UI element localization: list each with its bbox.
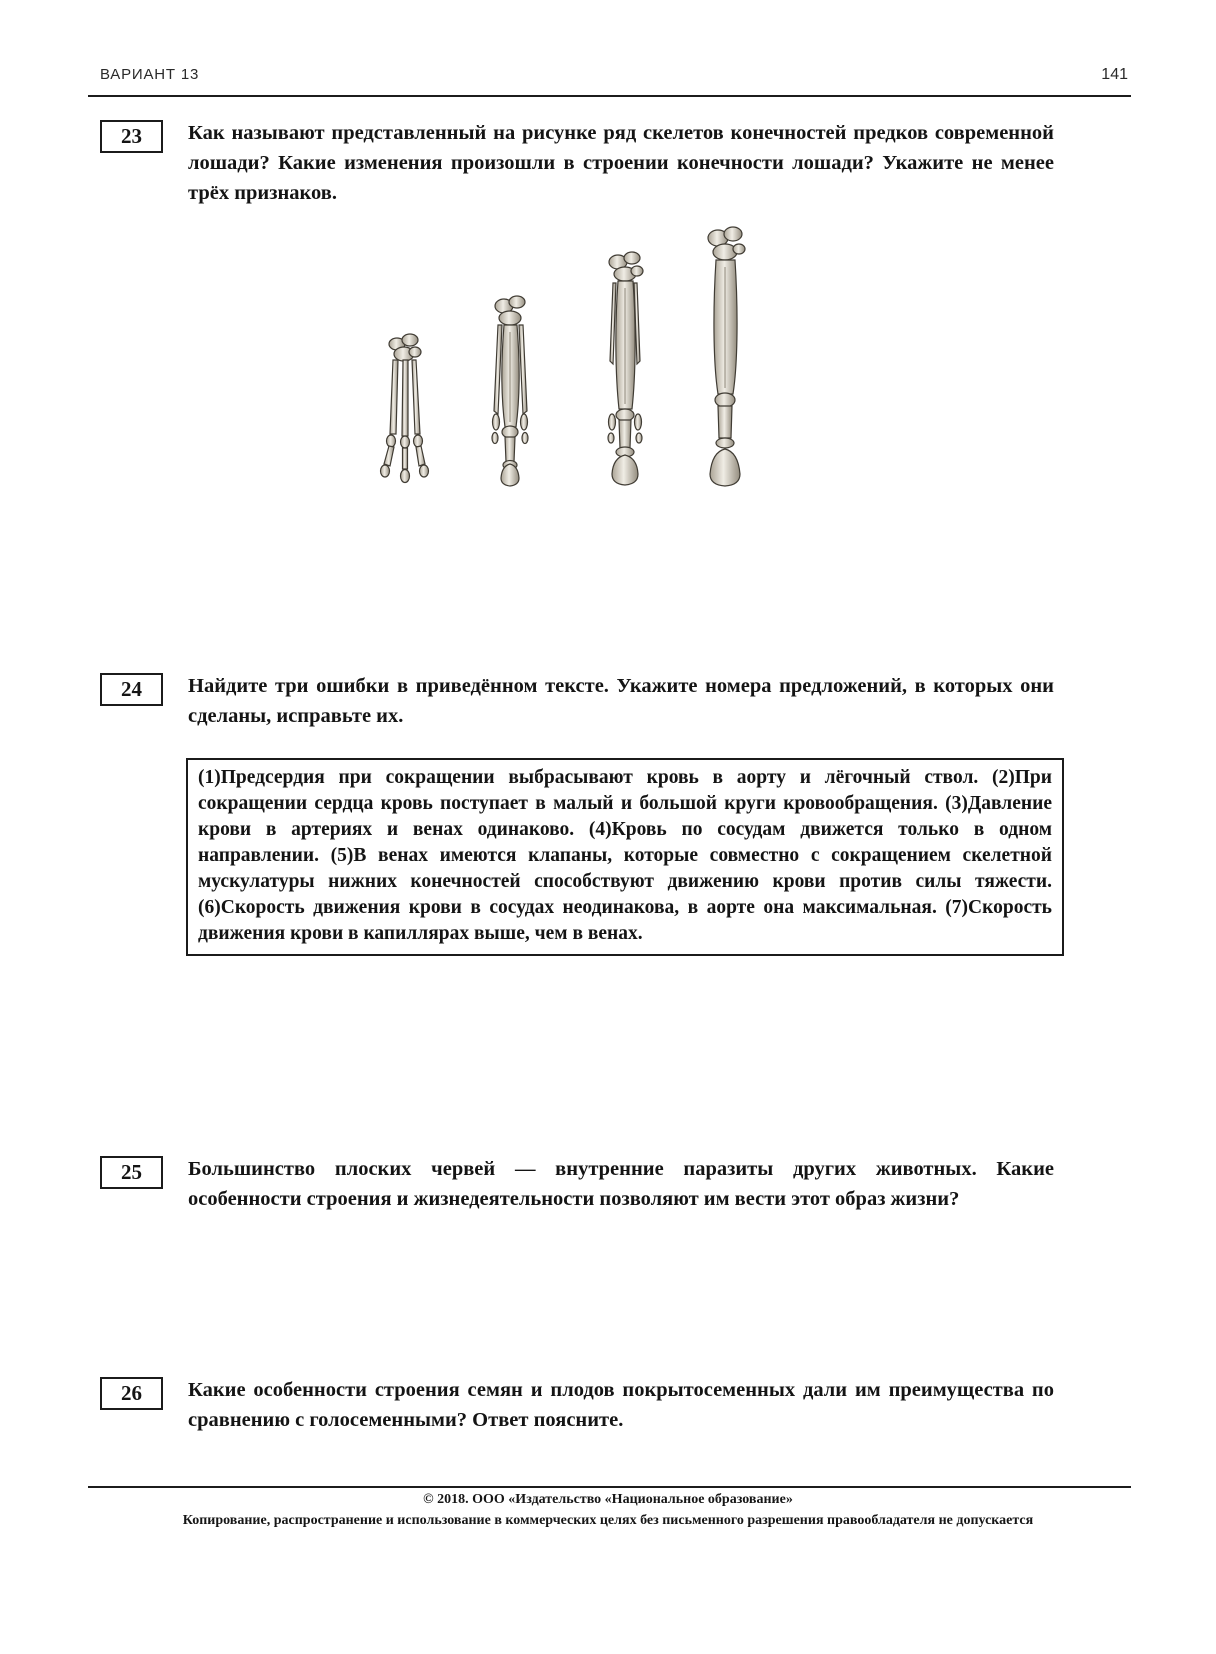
limb-skeleton-1 [381,334,429,483]
footer-notice: Копирование, распространение и использование в коммерческих целях без письменного разрешения правообладателя не допускается [182,1513,1034,1528]
footer-rule [88,1486,1131,1488]
limb-skeleton-3 [608,252,643,485]
question-26-text: Какие особенности строения семян и плодов покрытосеменных дали им преимущества по сравнению с голосеменными? Ответ поясните. [188,1379,1054,1431]
page-header [100,66,1128,84]
question-23-number-box [100,120,163,153]
question-25 [100,1154,1062,1214]
footer-copyright: © 2018. ООО «Издательство «Национальное образование» [423,1492,793,1507]
horse-limb-evolution-figure [330,222,800,507]
limb-skeleton-4 [708,227,745,486]
page-number: 141 [1101,66,1128,83]
question-24-passage-box: (1)Предсердия при сокращении выбрасывают кровь в аорту и лёгочный ствол. (2)При сокращении сердца кровь поступает в малый и большой круги кровообращения. (3)Давление крови в артериях и венах одинаково. (4)Кровь по сосудам движется только в одном направлении. (5)В венах имеются клапаны, которые совместно с сокращением скелетной мускулатуры нижних конечностей способствуют движению крови против силы тяжести. (6)Скорость движения крови в сосудах неодинакова, в аорте она максимальная. (7)Скорость движения крови в капиллярах выше, чем в венах. [186,758,1064,956]
question-23-number: 23 [121,124,142,148]
question-26-number: 26 [121,1381,142,1405]
question-25-text: Большинство плоских червей — внутренние паразиты других животных. Какие особенности строения и жизнедеятельности позволяют им вести этот образ жизни? [188,1158,1054,1210]
question-26 [100,1375,1062,1435]
question-24-text: Найдите три ошибки в приведённом тексте. Укажите номера предложений, в которых они сделаны, исправьте их. [188,675,1054,727]
limb-skeleton-2 [492,296,528,486]
question-26-number-box [100,1377,163,1410]
question-24 [100,671,1062,731]
question-25-number-box [100,1156,163,1189]
question-24-number-box [100,673,163,706]
header-rule [88,95,1131,97]
question-25-number: 25 [121,1160,142,1184]
question-24-number: 24 [121,677,142,701]
question-23 [100,118,1062,208]
variant-label: ВАРИАНТ 13 [100,66,200,83]
horse-limb-figure-svg [330,222,800,507]
question-23-text: Как называют представленный на рисунке ряд скелетов конечностей предков современной лошади? Какие изменения произошли в строении конечности лошади? Укажите не менее трёх признаков. [188,122,1054,204]
